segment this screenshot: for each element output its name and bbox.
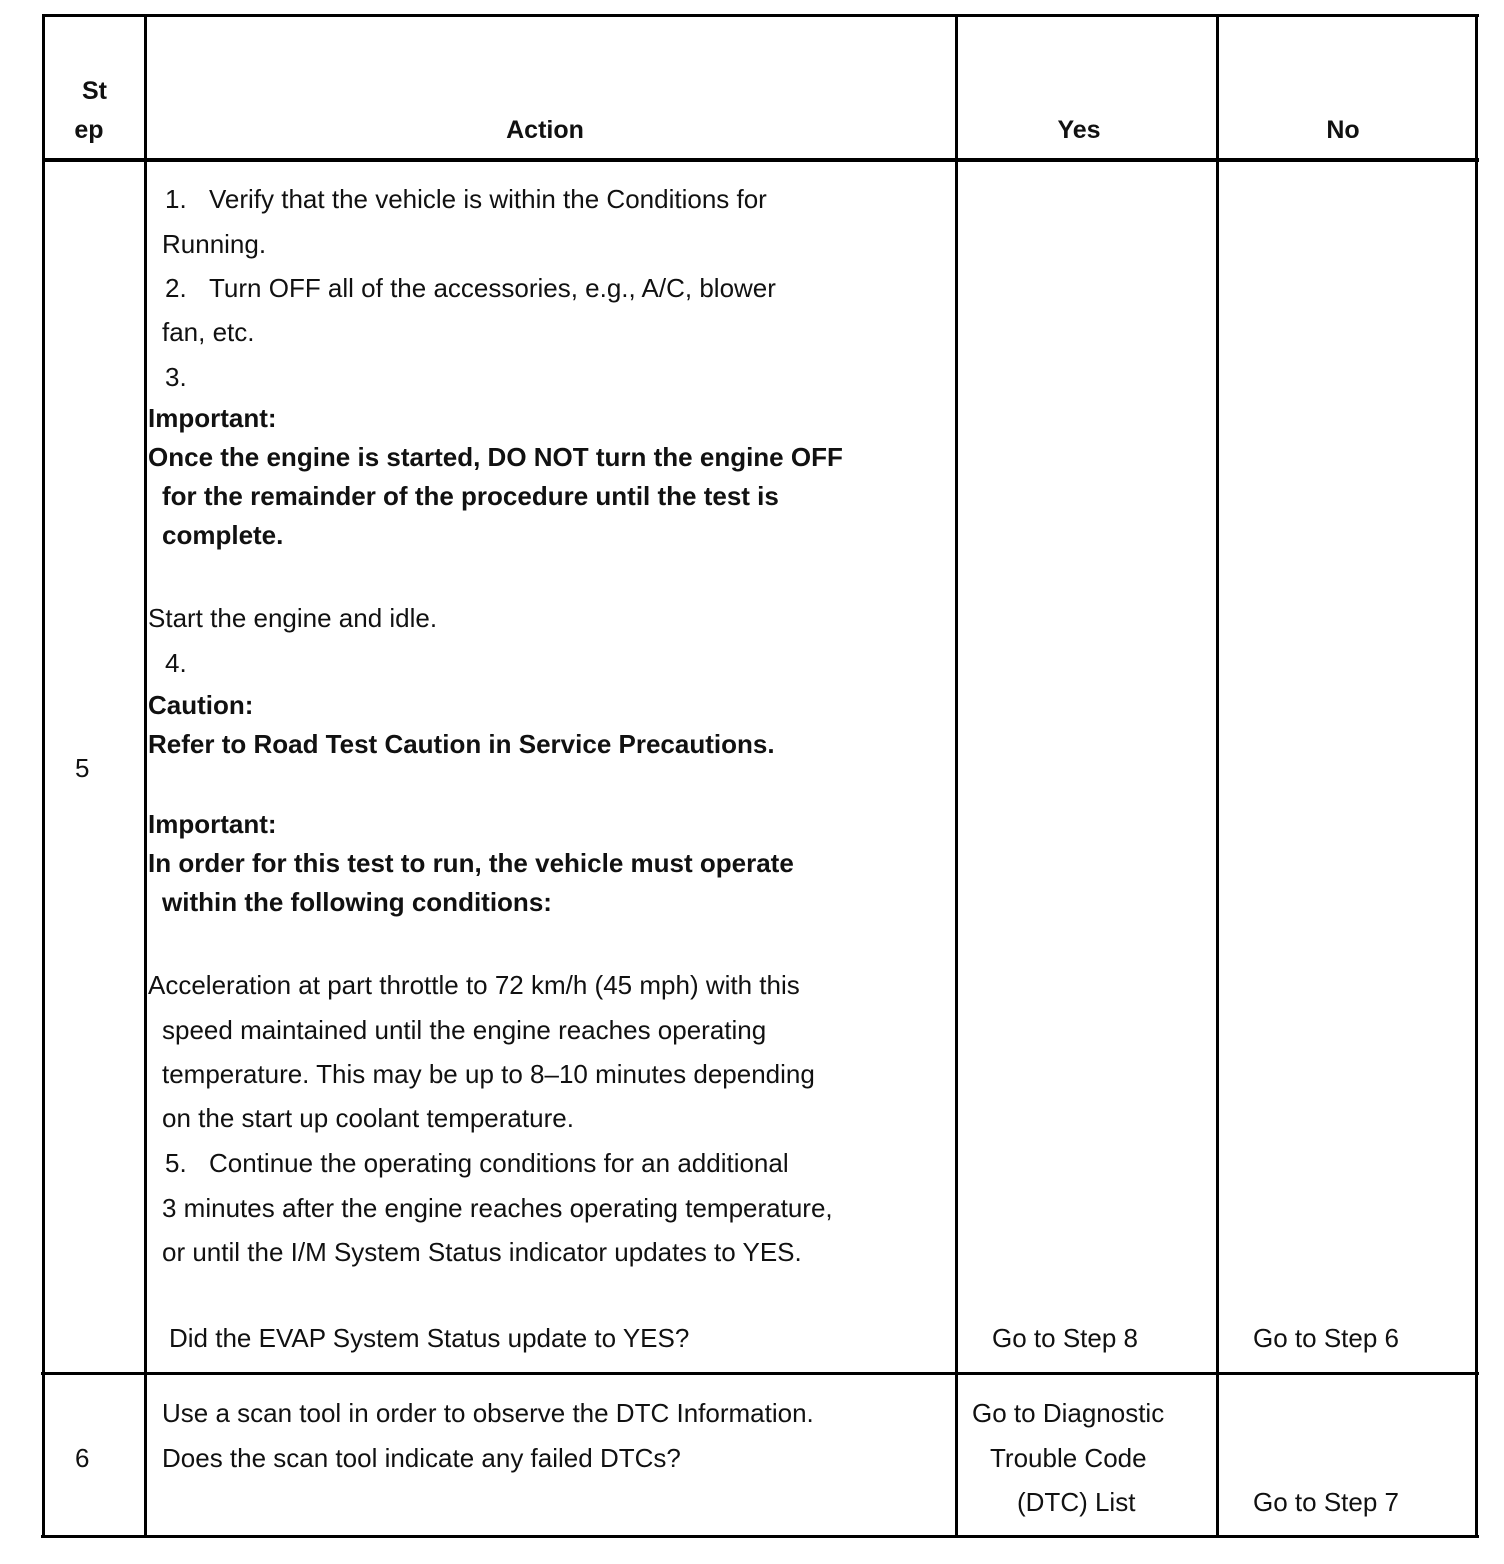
list-number: 3. (165, 362, 187, 392)
question-text: Does the scan tool indicate any failed DTCs? (162, 1443, 681, 1473)
important-text: for the remainder of the procedure until the test is (162, 481, 779, 511)
list-item-text: or until the I/M System Status indicator updates to YES. (162, 1237, 802, 1267)
header-yes: Yes (1057, 116, 1101, 144)
header-bottom-border (43, 158, 1479, 162)
instruction-text: Acceleration at part throttle to 72 km/h (45 mph) with this (148, 970, 800, 1000)
table-right-border (1475, 14, 1478, 1538)
header-action: Action (506, 116, 584, 144)
step-number: 6 (75, 1443, 90, 1473)
question-text: Did the EVAP System Status update to YES? (169, 1323, 690, 1353)
instruction-text: on the start up coolant temperature. (162, 1103, 574, 1133)
instruction-text: Start the engine and idle. (148, 603, 438, 633)
important-text: complete. (162, 520, 284, 550)
header-step-line1: St (82, 77, 107, 105)
no-result: Go to Step 6 (1253, 1323, 1399, 1353)
important-text: Once the engine is started, DO NOT turn the engine OFF (148, 442, 843, 472)
list-item-text: 3 minutes after the engine reaches operating temperature, (162, 1193, 833, 1223)
no-result: Go to Step 7 (1253, 1487, 1399, 1517)
list-item-text: Verify that the vehicle is within the Conditions for (209, 184, 767, 214)
row5-bottom-border (41, 1372, 1479, 1375)
list-item-text: Turn OFF all of the accessories, e.g., A/C, blower (209, 273, 776, 303)
instruction-text: temperature. This may be up to 8–10 minutes depending (162, 1059, 815, 1089)
caution-label: Caution: (148, 690, 254, 720)
list-number: 4. (165, 648, 187, 678)
important-label: Important: (148, 403, 277, 433)
step-number: 5 (75, 753, 90, 783)
column-divider-step (144, 14, 147, 1538)
list-number: 1. (165, 184, 187, 214)
header-no: No (1326, 116, 1360, 144)
instruction-text: speed maintained until the engine reaches operating (162, 1015, 767, 1045)
important-text: within the following conditions: (162, 887, 552, 917)
yes-result: Go to Diagnostic (972, 1398, 1165, 1428)
column-divider-action (955, 14, 958, 1538)
header-step-line2: ep (74, 116, 104, 144)
important-label: Important: (148, 809, 277, 839)
list-item-text: fan, etc. (162, 317, 255, 347)
list-number: 2. (165, 273, 187, 303)
yes-result: (DTC) List (1017, 1487, 1136, 1517)
important-text: In order for this test to run, the vehicle must operate (148, 848, 794, 878)
instruction-text: Use a scan tool in order to observe the DTC Information. (162, 1398, 814, 1428)
column-divider-yes (1216, 14, 1219, 1538)
yes-result: Trouble Code (990, 1443, 1147, 1473)
yes-result: Go to Step 8 (992, 1323, 1138, 1353)
table-left-border (42, 14, 45, 1538)
caution-text: Refer to Road Test Caution in Service Precautions. (148, 729, 775, 759)
table-top-border (43, 14, 1479, 17)
list-number: 5. (165, 1148, 187, 1178)
list-item-text: Running. (162, 229, 267, 259)
table-bottom-border (41, 1535, 1479, 1538)
list-item-text: Continue the operating conditions for an additional (209, 1148, 789, 1178)
